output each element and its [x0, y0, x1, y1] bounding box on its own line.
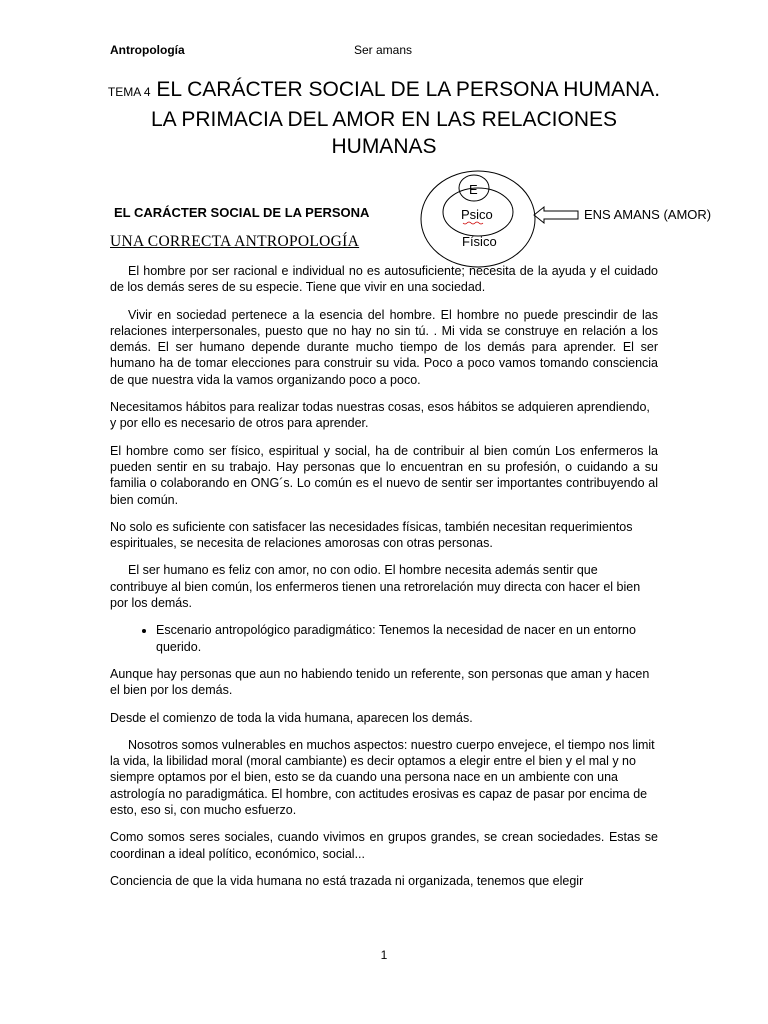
paragraph-5: No solo es suficiente con satisfacer las necesidades físicas, también necesitan requerimientos espirituales, se necesita de relaciones amorosas con otras personas. — [110, 519, 633, 551]
document-title — [100, 76, 668, 160]
paragraph-4: El hombre como ser físico, espiritual y social, ha de contribuir al bien común Los enfermeros la pueden sentir en su trabajo. Hay personas que lo encuentran en su profesión, o cuidando a su familia o colaborando en ONG´s. Lo común es el nuevo de sentir ser importantes contribuyendo al bien común. — [110, 443, 658, 507]
document-body — [110, 263, 658, 900]
middle-label: Psico — [461, 207, 493, 222]
paragraph-3: Necesitamos hábitos para realizar todas nuestras cosas, esos hábitos se adquieren aprendiendo, y por ello es necesario de otros para aprender. — [110, 400, 650, 431]
arrow-icon — [534, 207, 578, 223]
title-tema-label: TEMA 4 — [107, 85, 151, 99]
inner-label: E — [469, 182, 478, 197]
bullet-item: • Escenario antropológico paradigmático: Tenemos la necesidad de nacer en un entorno querido. — [156, 622, 658, 655]
arrow-label: ENS AMANS (AMOR) — [584, 207, 712, 222]
header-subject: Antropología — [110, 43, 185, 57]
page-header — [110, 43, 413, 57]
paragraph-9: Nosotros somos vulnerables en muchos aspectos: nuestro cuerpo envejece, el tiempo nos limit la vida, la libilidad moral (moral cambiante) es decir optamos a elegir entre el bien y el mal y no siempre optamos por el bien, esto se da cuando una persona nace en un ambiente con una astrología no paradigmática. El hombre, con actitudes erosivas es capaz de pasar por encima de esto, eso si, con mucho esfuerzo. — [110, 737, 655, 818]
paragraph-1: El hombre por ser racional e individual no es autosuficiente; necesita de la ayuda y el cuidado de los demás seres de su especie. Tiene que vivir en una sociedad. — [110, 264, 658, 295]
person-diagram — [418, 170, 738, 270]
page-number: 1 — [380, 948, 388, 962]
bullet-list — [110, 622, 658, 655]
outer-label: Físico — [462, 234, 497, 249]
paragraph-8: Desde el comienzo de toda la vida humana, aparecen los demás. — [110, 710, 473, 725]
paragraph-6: El ser humano es feliz con amor, no con odio. El hombre necesita además sentir que contribuye al bien común, los enfermeros tienen una retrorelación muy directa con hacer el bien por los demás. — [110, 563, 641, 611]
paragraph-7: Aunque hay personas que aun no habiendo tenido un referente, son personas que aman y hacen el bien por los demás. — [110, 666, 650, 698]
paragraph-10: Como somos seres sociales, cuando vivimos en grupos grandes, se crean sociedades. Estas se coordinan a ideal político, económico, social... — [110, 830, 658, 861]
spellcheck-underline — [463, 222, 483, 224]
paragraph-11: Conciencia de que la vida humana no está trazada ni organizada, tenemos que elegir — [110, 873, 584, 888]
header-title: Ser amans — [354, 43, 413, 57]
sub-heading: UNA CORRECTA ANTROPOLOGÍA — [110, 233, 360, 250]
paragraph-2: Vivir en sociedad pertenece a la esencia del hombre. El hombre no puede prescindir de las relaciones interpersonales, puesto que no hay no sin tú. . Mi vida se construye en relación a los demás. El ser humano depende durante mucho tiempo de los demás para aprender. El ser humano ha de tomar elecciones para construir su vida. Poco a poco vamos tomando consciencia de que nuestra vida la vamos organizando poco a poco. — [110, 307, 658, 387]
section-heading: EL CARÁCTER SOCIAL DE LA PERSONA — [114, 205, 370, 220]
title-text: EL CARÁCTER SOCIAL DE LA PERSONA HUMANA. LA PRIMACIA DEL AMOR EN LAS RELACIONES HUMANAS — [150, 78, 661, 158]
